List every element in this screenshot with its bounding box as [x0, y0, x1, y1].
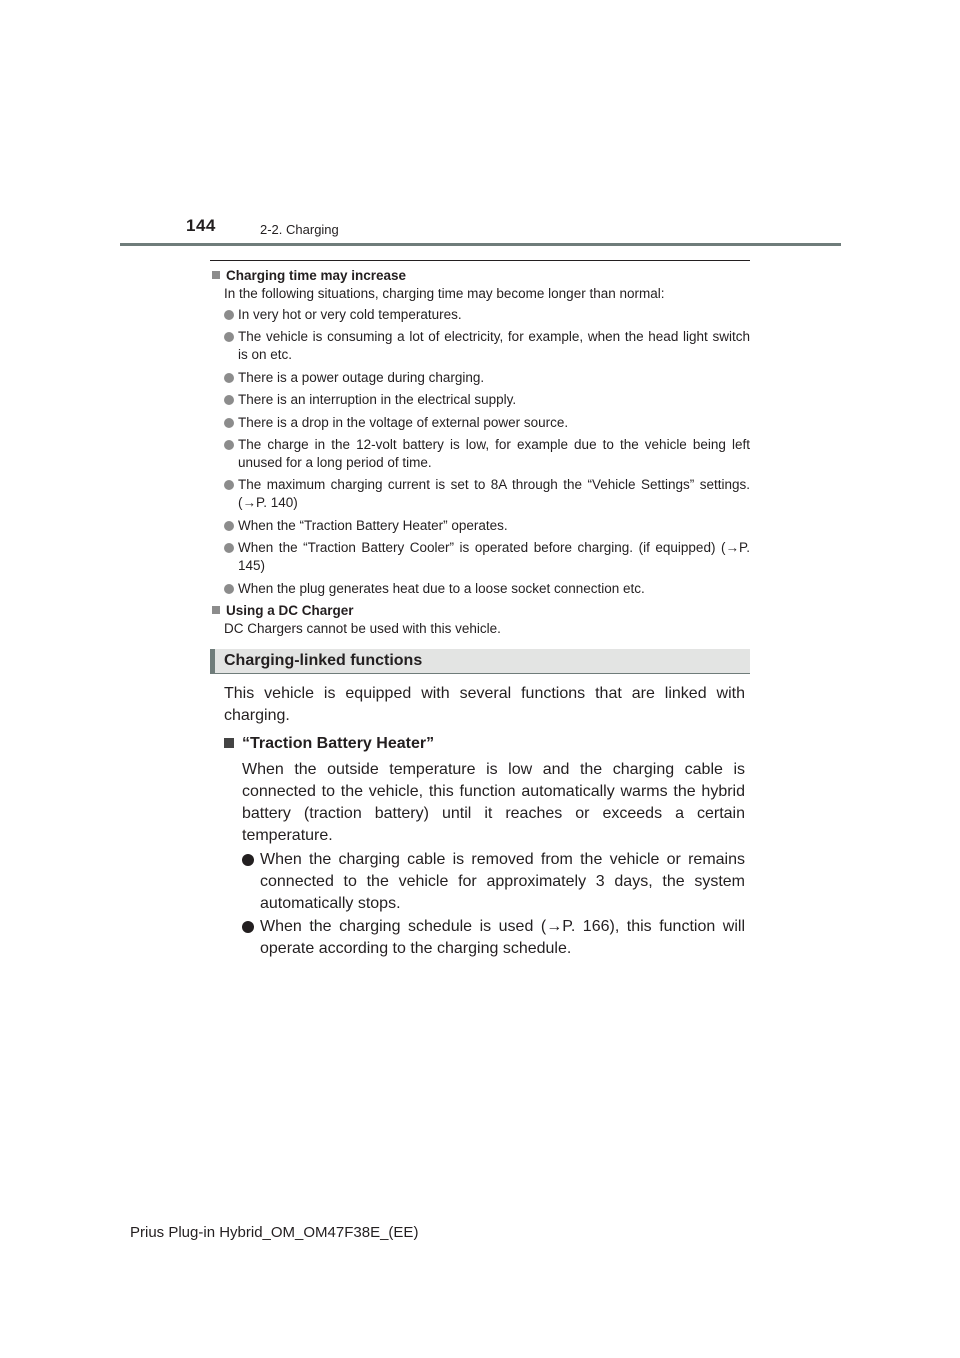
square-bullet-icon: [224, 738, 234, 748]
circle-bullet-icon: [224, 440, 234, 450]
page-number: 144: [186, 216, 216, 235]
section-divider: [210, 260, 750, 261]
list-item: When the “Traction Battery Heater” operates.: [224, 517, 750, 535]
circle-bullet-icon: [224, 310, 234, 320]
circle-bullet-icon: [224, 543, 234, 553]
header-rule: [120, 243, 841, 246]
charging-time-title: Charging time may increase: [226, 268, 407, 283]
list-item: There is an interruption in the electrical supply.: [224, 391, 750, 409]
heater-heading: [224, 733, 750, 755]
list-item: When the charging schedule is used (→P. 166), this function will operate according to the charging schedule.: [242, 916, 745, 960]
list-item: The maximum charging current is set to 8A through the “Vehicle Settings” settings. (→P. 140): [224, 476, 750, 512]
section-title: 2-2. Charging: [260, 222, 339, 237]
dc-charger-text: DC Chargers cannot be used with this vehicle.: [224, 620, 501, 636]
circle-bullet-icon: [242, 921, 254, 933]
circle-bullet-icon: [224, 332, 234, 342]
square-bullet-icon: [212, 271, 220, 279]
list-item: When the “Traction Battery Cooler” is operated before charging. (if equipped) (→P. 145): [224, 539, 750, 575]
dc-charger-heading: [210, 602, 750, 620]
section-heading-band: [210, 649, 750, 674]
heater-description: When the outside temperature is low and the charging cable is connected to the vehicle, this function automatically warms the hybrid battery (traction battery) until it reaches or exceeds a certain temperature.: [242, 760, 745, 844]
circle-bullet-icon: [224, 521, 234, 531]
heater-list: [242, 849, 745, 961]
footer-document-id: Prius Plug-in Hybrid_OM_OM47F38E_(EE): [130, 1224, 419, 1241]
circle-bullet-icon: [224, 480, 234, 490]
linked-functions-intro: This vehicle is equipped with several functions that are linked with charging.: [224, 684, 745, 724]
linked-functions-title: Charging-linked functions: [224, 651, 423, 669]
list-item: In very hot or very cold temperatures.: [224, 306, 750, 324]
charging-time-intro: In the following situations, charging time may become longer than normal:: [224, 286, 665, 301]
circle-bullet-icon: [224, 373, 234, 383]
list-item: The charge in the 12-volt battery is low, for example due to the vehicle being left unused for a long period of time.: [224, 436, 750, 472]
circle-bullet-icon: [224, 395, 234, 405]
list-item: The vehicle is consuming a lot of electricity, for example, when the head light switch is on etc.: [224, 328, 750, 364]
content-area: [210, 267, 750, 962]
dc-charger-title: Using a DC Charger: [226, 602, 354, 618]
circle-bullet-icon: [224, 584, 234, 594]
circle-bullet-icon: [224, 418, 234, 428]
list-item: There is a power outage during charging.: [224, 369, 750, 387]
square-bullet-icon: [212, 606, 220, 614]
list-item: There is a drop in the voltage of external power source.: [224, 414, 750, 432]
circle-bullet-icon: [242, 854, 254, 866]
charging-time-list: [224, 306, 750, 598]
list-item: When the charging cable is removed from the vehicle or remains connected to the vehicle for approximately 3 days, the system automatically stops.: [242, 849, 745, 915]
charging-time-heading: [210, 267, 750, 285]
list-item: When the plug generates heat due to a loose socket connection etc.: [224, 580, 750, 598]
heater-title: “Traction Battery Heater”: [242, 734, 435, 752]
